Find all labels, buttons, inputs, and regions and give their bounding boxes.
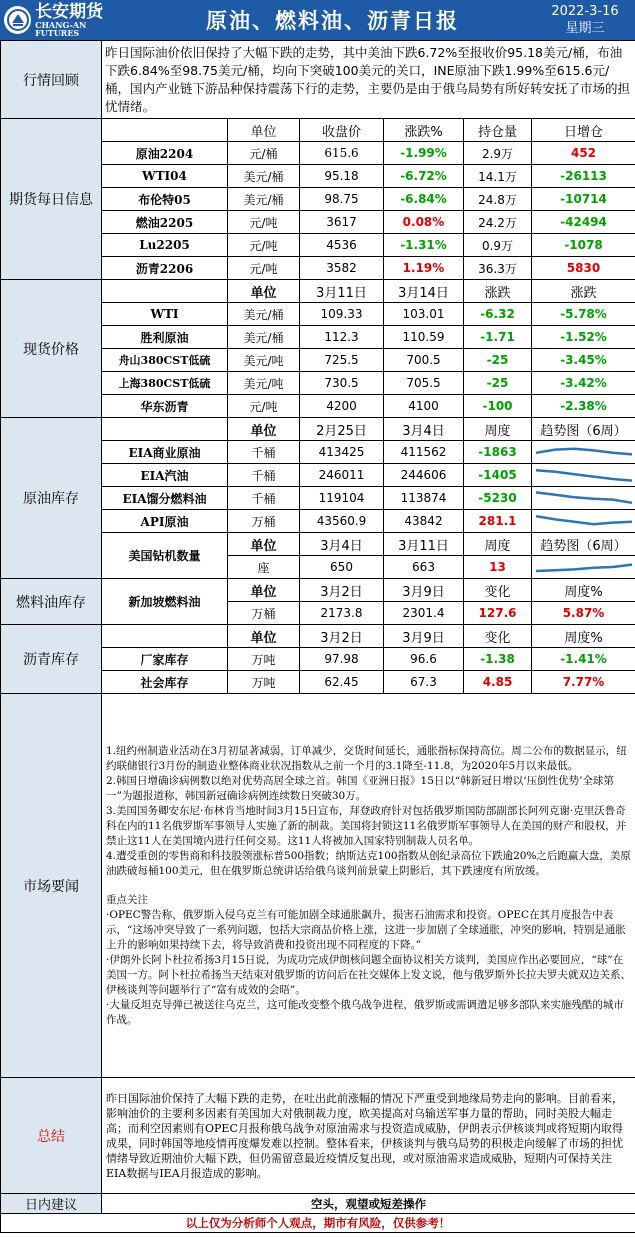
asphalt-header-chg: 变化	[464, 625, 532, 648]
spot-name: WTI	[102, 303, 228, 326]
fuel-header-unit: 单位	[228, 579, 300, 602]
futures-unit: 美元/桶	[228, 188, 300, 211]
trend-line	[536, 516, 632, 524]
spot-name: 上海380CST低硫	[102, 372, 228, 395]
crude-header-trend: 趋势图（6周）	[532, 418, 635, 441]
asphalt-chg: 4.85	[464, 671, 532, 694]
rig-name: 美国钻机数量	[102, 533, 228, 579]
crude-d2: 43842	[384, 510, 464, 533]
rig-header-d2: 3月11日	[384, 533, 464, 556]
futures-name: 燃油2205	[102, 211, 228, 234]
spot-unit: 美元/吨	[228, 349, 300, 372]
asphalt-header-pct: 周度%	[532, 625, 635, 648]
futures-close: 95.18	[300, 165, 384, 188]
news-paragraph: ·大量反坦克导弹已被送往乌克兰，这可能改变整个俄乌战争进程，俄罗斯或需调遣足够多部队来实施残酷的城市作战。	[106, 998, 624, 1026]
asphalt-header-d2: 3月9日	[384, 625, 464, 648]
futures-oi: 24.2万	[464, 211, 532, 234]
spot-chg: -6.32	[464, 303, 532, 326]
market-news	[102, 694, 635, 1078]
crude-d2: 244606	[384, 464, 464, 487]
futures-label: 期货每日信息	[1, 119, 102, 280]
futures-oi: 24.8万	[464, 188, 532, 211]
asphalt-d2: 67.3	[384, 671, 464, 694]
spot-d2: 4100	[384, 395, 464, 418]
logo-emblem-icon	[4, 6, 31, 34]
futures-unit: 元/桶	[228, 142, 300, 165]
report-date-block	[535, 3, 635, 37]
trend-sparkline	[532, 487, 635, 510]
futures-daily: 5830	[532, 257, 635, 280]
crude-d1: 413425	[300, 441, 384, 464]
crude-unit: 千桶	[228, 464, 300, 487]
review-text: 昨日国际油价依旧保持了大幅下跌的走势，其中美油下跌6.72%至报收价95.18美元/桶，布油下跌6.84%至98.75美元/桶，均向下突破100美元的关口，INE原油下跌1.99%至615.6元/桶，国内产业链下游品种保持震荡下行的走势，主要仍是由于俄乌局势有所好转安抚了市场的担忧情绪。	[102, 41, 635, 119]
trend-line	[536, 492, 632, 502]
futures-daily: -42494	[532, 211, 635, 234]
spot-name: 舟山380CST低硫	[102, 349, 228, 372]
rig-d2: 663	[384, 556, 464, 579]
asphalt-name: 社会库存	[102, 671, 228, 694]
futures-header-unit: 单位	[228, 119, 300, 142]
spot-d2: 700.5	[384, 349, 464, 372]
rig-wk: 13	[464, 556, 532, 579]
spot-unit: 元/吨	[228, 395, 300, 418]
fuel-stock-name: 新加坡燃料油	[102, 579, 228, 625]
futures-name: 布伦特05	[102, 188, 228, 211]
crude-name: EIA商业原油	[102, 441, 228, 464]
crude-name: EIA馏分燃料油	[102, 487, 228, 510]
futures-header-change: 涨跌%	[384, 119, 464, 142]
fuel-stock-label: 燃料油库存	[1, 579, 102, 625]
crude-name: API原油	[102, 510, 228, 533]
spot-header-chg: 涨跌	[464, 280, 532, 303]
trend-sparkline	[532, 510, 635, 533]
asphalt-pct: 7.77%	[532, 671, 635, 694]
asphalt-header-d1: 3月2日	[300, 625, 384, 648]
crude-d1: 43560.9	[300, 510, 384, 533]
spot-unit: 美元/桶	[228, 303, 300, 326]
futures-name: 原油2204	[102, 142, 228, 165]
summary-text: 昨日国际油价保持了大幅下跌的走势，在吐出此前涨幅的情况下严重受到地缘局势走向的影响。目前看来，影响油价的主要利多因素有美国加大对俄制裁力度，欧美提高对乌输送军事力量的帮助，同时美股大幅走高；而利空因素则有OPEC月报称俄乌战争对原油需求与投资造成威胁，伊朗表示伊核谈判或将短期内取得成果，同时韩国等地疫情再度爆发难以控制。整体看来，伊核谈判与俄乌局势的积极走向缓解了市场的担忧情绪导致近期油价大幅下跌，但仍需留意最近疫情反复出现，或对原油需求造成威胁，短期内可保持关注EIA数据与IEA月报造成的影响。	[102, 1078, 635, 1194]
futures-daily: 452	[532, 142, 635, 165]
futures-unit: 元/吨	[228, 257, 300, 280]
report-weekday: 星期三	[565, 21, 605, 36]
asphalt-d2: 96.6	[384, 648, 464, 671]
trend-sparkline-chart	[534, 465, 634, 485]
spot-d2: 110.59	[384, 326, 464, 349]
futures-unit: 美元/桶	[228, 165, 300, 188]
futures-close: 615.6	[300, 142, 384, 165]
report-date: 2022-3-16	[551, 4, 619, 19]
spot-header-pct: 涨跌	[532, 280, 635, 303]
crude-header-unit: 单位	[228, 418, 300, 441]
spot-chg: -100	[464, 395, 532, 418]
report-table	[0, 40, 635, 1233]
spot-chg: -25	[464, 372, 532, 395]
spot-pct: -3.45%	[532, 349, 635, 372]
spot-header-d2: 3月14日	[384, 280, 464, 303]
news-focus-heading: 重点关注	[106, 893, 148, 906]
report-title: 原油、燃料油、沥青日报	[206, 9, 459, 33]
futures-change: -1.31%	[384, 234, 464, 257]
trend-sparkline	[532, 464, 635, 487]
summary-label: 总结	[1, 1078, 102, 1194]
news-paragraph: 3.美国国务卿安东尼·布林肯当地时间3月15日宣布，拜登政府针对包括俄罗斯国防部副部长阿列克谢·克里沃鲁奇科在内的11名俄罗斯军事领导人实施了新的制裁。美国将封锁这11名俄罗斯军事领导人在美国的财产和股权，并禁止这11人在美国境内进行任何交易。这11人将被加入国家特别制裁人员名单。	[106, 804, 627, 847]
asphalt-d1: 62.45	[300, 671, 384, 694]
crude-wk: -1863	[464, 441, 532, 464]
fuel-pct: 5.87%	[532, 602, 635, 625]
futures-unit: 元/吨	[228, 234, 300, 257]
spot-header-unit: 单位	[228, 280, 300, 303]
spot-d1: 725.5	[300, 349, 384, 372]
fuel-header-d2: 3月9日	[384, 579, 464, 602]
trend-line	[536, 449, 632, 455]
trend-sparkline-chart	[534, 511, 634, 531]
logo-name-en: CHANG-AN FUTURES	[35, 19, 87, 38]
asphalt-pct: -1.41%	[532, 648, 635, 671]
futures-change: -6.84%	[384, 188, 464, 211]
spot-pct: -3.42%	[532, 372, 635, 395]
futures-change: -1.99%	[384, 142, 464, 165]
spot-name: 华东沥青	[102, 395, 228, 418]
rig-header-wk: 周度	[464, 533, 532, 556]
futures-header-daily: 日增仓	[532, 119, 635, 142]
news-paragraph: 1.纽约州制造业活动在3月初显著减弱，订单减少，交货时间延长，通胀指标保持高位。周二公布的数据显示，纽约联储银行3月份的制造业整体商业状况指数从之前一个月的3.1降至-11.8，为2020年5月以来最低。	[106, 744, 627, 772]
asphalt-name: 厂家库存	[102, 648, 228, 671]
futures-unit: 元/吨	[228, 211, 300, 234]
crude-header-wk: 周度	[464, 418, 532, 441]
futures-name: 沥青2206	[102, 257, 228, 280]
spot-d1: 730.5	[300, 372, 384, 395]
spot-pct: -1.52%	[532, 326, 635, 349]
trend-sparkline-chart	[534, 442, 634, 462]
futures-header-close: 收盘价	[300, 119, 384, 142]
crude-unit: 千桶	[228, 487, 300, 510]
rig-d1: 650	[300, 556, 384, 579]
spot-d2: 705.5	[384, 372, 464, 395]
crude-d1: 246011	[300, 464, 384, 487]
fuel-d2: 2301.4	[384, 602, 464, 625]
news-paragraph: ·伊朗外长阿卜杜拉希扬3月15日说，为成功完成伊朗核问题全面协议相关方谈判，美国应作出必要回应，“球”在美国一方。阿卜杜拉希扬当天结束对俄罗斯的访问后在社交媒体上发文说，他与俄罗斯外长拉夫罗夫就双边关系、伊核谈判等问题举行了“富有成效的会晤”。	[106, 953, 631, 996]
spot-header-d1: 3月11日	[300, 280, 384, 303]
asphalt-unit: 万吨	[228, 648, 300, 671]
crude-d1: 119104	[300, 487, 384, 510]
futures-oi: 2.9万	[464, 142, 532, 165]
spot-d2: 103.01	[384, 303, 464, 326]
fuel-header-d1: 3月2日	[300, 579, 384, 602]
spot-d1: 4200	[300, 395, 384, 418]
disclaimer: 以上仅为分析师个人观点，期市有风险，仅供参考！	[1, 1214, 635, 1233]
spot-d1: 112.3	[300, 326, 384, 349]
advice-label: 日内建议	[1, 1194, 102, 1214]
fuel-header-chg: 变化	[464, 579, 532, 602]
spot-unit: 美元/吨	[228, 372, 300, 395]
futures-close: 3617	[300, 211, 384, 234]
crude-d2: 411562	[384, 441, 464, 464]
spot-unit: 美元/桶	[228, 326, 300, 349]
crude-wk: 281.1	[464, 510, 532, 533]
report-header	[0, 0, 635, 40]
futures-oi: 14.1万	[464, 165, 532, 188]
crude-header-d2: 3月4日	[384, 418, 464, 441]
futures-change: 0.08%	[384, 211, 464, 234]
rig-header-d1: 3月4日	[300, 533, 384, 556]
futures-close: 4536	[300, 234, 384, 257]
futures-oi: 36.3万	[464, 257, 532, 280]
trend-line	[536, 470, 632, 480]
news-paragraph: ·OPEC警告称，俄罗斯入侵乌克兰有可能加剧全球通胀飙升，损害石油需求和投资。OPEC在其月度报告中表示，“这场冲突导致了一系列问题，包括大宗商品价格上涨，这进一步加剧了全球通胀，冲突的影响，特别是通胀上升的影响如果持续下去，将导致消费和投资出现不同程度的下降。”	[106, 908, 626, 951]
futures-daily: -1078	[532, 234, 635, 257]
crude-wk: -5230	[464, 487, 532, 510]
futures-close: 98.75	[300, 188, 384, 211]
asphalt-d1: 97.98	[300, 648, 384, 671]
futures-daily: -10714	[532, 188, 635, 211]
logo-name-cn: 长安期货	[35, 1, 104, 22]
spot-name: 胜利原油	[102, 326, 228, 349]
news-paragraph: 2.韩国日增确诊病例数以绝对优势高居全球之首。韩国《亚洲日报》15日以“韩新冠日增以‘压倒性优势’全球第一”为题报道称，韩国新冠确诊病例连续数日突破30万。	[106, 774, 614, 802]
asphalt-header-unit: 单位	[228, 625, 300, 648]
crude-wk: -1405	[464, 464, 532, 487]
futures-header-oi: 持仓量	[464, 119, 532, 142]
news-paragraph: 4.遭受重创的零售商和科技股领涨标普500指数；纳斯达克100指数从创纪录高位下跌逾20%之后跑赢大盘，美原油跌破每桶100美元，但在俄罗斯总统讲话给俄乌谈判前景蒙上阴影后，其下跌速度有所放缓。	[106, 849, 631, 877]
fuel-header-pct: 周度%	[532, 579, 635, 602]
market-label: 市场要闻	[1, 694, 102, 1078]
crude-unit: 万桶	[228, 510, 300, 533]
rig-header-trend: 趋势图（6周）	[532, 533, 635, 556]
futures-name: WTI04	[102, 165, 228, 188]
asphalt-stock-label: 沥青库存	[1, 625, 102, 694]
futures-change: -6.72%	[384, 165, 464, 188]
trend-sparkline	[532, 441, 635, 464]
asphalt-unit: 万吨	[228, 671, 300, 694]
rig-unit: 座	[228, 556, 300, 579]
fuel-d1: 2173.8	[300, 602, 384, 625]
crude-unit: 千桶	[228, 441, 300, 464]
news-spacer	[106, 879, 631, 893]
fuel-unit: 万桶	[228, 602, 300, 625]
spot-label: 现货价格	[1, 280, 102, 418]
crude-stock-label: 原油库存	[1, 418, 102, 579]
trend-sparkline	[532, 556, 635, 579]
review-label: 行情回顾	[1, 41, 102, 119]
crude-d2: 113874	[384, 487, 464, 510]
futures-close: 3582	[300, 257, 384, 280]
futures-daily: -26113	[532, 165, 635, 188]
futures-name: Lu2205	[102, 234, 228, 257]
futures-change: 1.19%	[384, 257, 464, 280]
spot-chg: -25	[464, 349, 532, 372]
crude-name: EIA汽油	[102, 464, 228, 487]
spot-d1: 109.33	[300, 303, 384, 326]
fuel-chg: 127.6	[464, 602, 532, 625]
rig-header-unit: 单位	[228, 533, 300, 556]
crude-header-d1: 2月25日	[300, 418, 384, 441]
trend-sparkline-chart	[534, 557, 634, 577]
company-logo	[0, 0, 130, 40]
spot-pct: -2.38%	[532, 395, 635, 418]
spot-pct: -5.78%	[532, 303, 635, 326]
spot-chg: -1.71	[464, 326, 532, 349]
futures-oi: 0.9万	[464, 234, 532, 257]
trend-sparkline-chart	[534, 488, 634, 508]
trend-line	[536, 565, 632, 571]
asphalt-chg: -1.38	[464, 648, 532, 671]
advice-text: 空头，观望或短差操作	[102, 1194, 635, 1214]
